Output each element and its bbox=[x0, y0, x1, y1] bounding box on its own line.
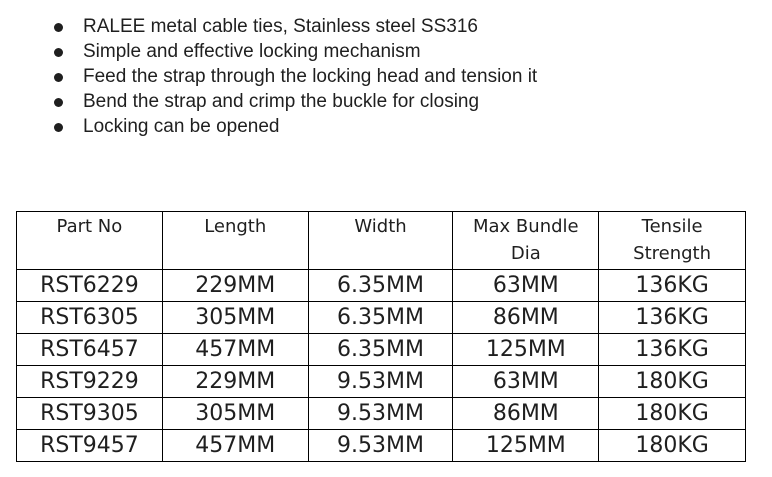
spec-table bbox=[16, 211, 746, 462]
cell-tensile-strength: 180KG bbox=[599, 430, 746, 462]
cell-max-bundle-dia: 125MM bbox=[453, 430, 599, 462]
cell-max-bundle-dia: 125MM bbox=[453, 334, 599, 366]
table-row bbox=[17, 334, 746, 366]
cell-width: 6.35MM bbox=[308, 302, 453, 334]
table-row bbox=[17, 430, 746, 462]
list-item bbox=[50, 64, 537, 89]
bullet-text: Simple and effective locking mechanism bbox=[83, 41, 421, 62]
cell-part-no: RST6229 bbox=[17, 270, 163, 302]
cell-width: 9.53MM bbox=[308, 430, 453, 462]
header-width: Width bbox=[308, 212, 453, 270]
cell-part-no: RST9305 bbox=[17, 398, 163, 430]
cell-length: 305MM bbox=[162, 398, 308, 430]
cell-max-bundle-dia: 63MM bbox=[453, 366, 599, 398]
cell-length: 305MM bbox=[162, 302, 308, 334]
cell-tensile-strength: 180KG bbox=[599, 366, 746, 398]
table-row bbox=[17, 302, 746, 334]
table-row bbox=[17, 366, 746, 398]
cell-tensile-strength: 180KG bbox=[599, 398, 746, 430]
feature-list bbox=[50, 14, 537, 139]
cell-part-no: RST6457 bbox=[17, 334, 163, 366]
bullet-icon bbox=[54, 48, 63, 57]
bullet-text: Locking can be opened bbox=[83, 116, 280, 137]
cell-width: 9.53MM bbox=[308, 366, 453, 398]
bullet-icon bbox=[54, 123, 63, 132]
header-max-bundle-dia: Max Bundle Dia bbox=[453, 212, 599, 270]
cell-part-no: RST6305 bbox=[17, 302, 163, 334]
cell-part-no: RST9457 bbox=[17, 430, 163, 462]
bullet-text: Feed the strap through the locking head and tension it bbox=[83, 66, 538, 87]
cell-length: 229MM bbox=[162, 270, 308, 302]
header-length: Length bbox=[162, 212, 308, 270]
list-item bbox=[50, 114, 537, 139]
list-item bbox=[50, 39, 537, 64]
cell-part-no: RST9229 bbox=[17, 366, 163, 398]
header-part-no: Part No bbox=[17, 212, 163, 270]
cell-width: 9.53MM bbox=[308, 398, 453, 430]
table-row bbox=[17, 270, 746, 302]
cell-tensile-strength: 136KG bbox=[599, 302, 746, 334]
cell-width: 6.35MM bbox=[308, 270, 453, 302]
list-item bbox=[50, 89, 537, 114]
bullet-icon bbox=[54, 23, 63, 32]
table-row bbox=[17, 398, 746, 430]
table-header-row bbox=[17, 212, 746, 270]
bullet-icon bbox=[54, 73, 63, 82]
bullet-icon bbox=[54, 98, 63, 107]
cell-width: 6.35MM bbox=[308, 334, 453, 366]
cell-tensile-strength: 136KG bbox=[599, 334, 746, 366]
cell-tensile-strength: 136KG bbox=[599, 270, 746, 302]
header-tensile-strength: Tensile Strength bbox=[599, 212, 746, 270]
cell-length: 457MM bbox=[162, 334, 308, 366]
cell-max-bundle-dia: 63MM bbox=[453, 270, 599, 302]
cell-length: 457MM bbox=[162, 430, 308, 462]
bullet-text: Bend the strap and crimp the buckle for closing bbox=[83, 91, 480, 112]
list-item bbox=[50, 14, 537, 39]
cell-max-bundle-dia: 86MM bbox=[453, 302, 599, 334]
bullet-text: RALEE metal cable ties, Stainless steel SS316 bbox=[83, 16, 478, 37]
cell-max-bundle-dia: 86MM bbox=[453, 398, 599, 430]
cell-length: 229MM bbox=[162, 366, 308, 398]
